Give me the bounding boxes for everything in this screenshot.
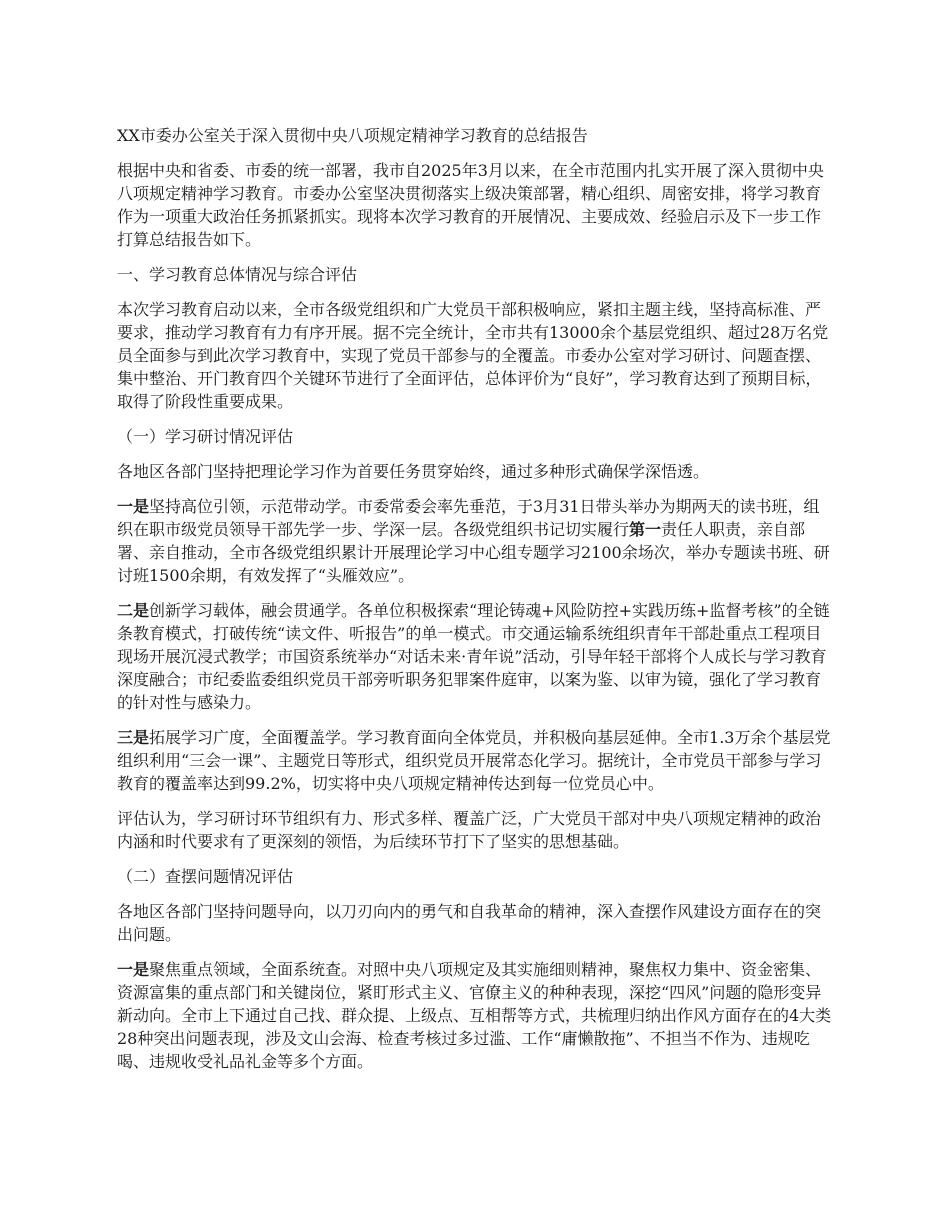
subsection1-conclusion: 评估认为，学习研讨环节组织有力、形式多样、覆盖广泛，广大党员干部对中央八项规定精神的政治内涵和时代要求有了更深刻的领悟，为后续环节打下了坚实的思想基础。 bbox=[117, 809, 822, 851]
subsection1-item-1 bbox=[117, 495, 833, 587]
item-text: 创新学习载体，融会贯通学。各单位积极探索“理论铸魂+风险防控+实践历练+监督考核”的全链条教育模式，打破传统“读文件、听报告”的单一模式。市交通运输系统组织青年干部赴重点工程项目现场开展沉浸式教学；市国资系统举办“对话未来·青年说”活动，引导年轻干部将个人成长与学习教育深度融合；市纪委监委组织党员干部旁听职务犯罪案件庭审，以案为鉴、以审为镜，强化了学习教育的针对性与感染力。 bbox=[117, 601, 830, 712]
item-text: 聚焦重点领域，全面系统查。对照中央八项规定及其实施细则精神，聚焦权力集中、资金密集、资源富集的重点部门和关键岗位，紧盯形式主义、官僚主义的种种表现，深挖“四风”问题的隐形变异新动向。全市上下通过自己找、群众提、上级点、互相帮等方式，共梳理归纳出作风方面存在的4大类28种突出问题表现，涉及文山会海、检查考核过多过滥、工作“庸懒散拖”、不担当不作为、违规吃喝、违规收受礼品礼金等多个方面。 bbox=[117, 960, 832, 1071]
item-text-continued: 责任人职责，亲自部署、亲自推动，全市各级党组织累计开展理论学习中心组专题学习2100余场次，举办专题读书班、研讨班1500余期，有效发挥了“头雁效应”。 bbox=[117, 520, 830, 585]
item-lead: 二是 bbox=[117, 601, 150, 620]
subsection2-item-1 bbox=[117, 958, 833, 1073]
item-lead: 一是 bbox=[117, 960, 150, 979]
subsection1-intro: 各地区各部门坚持把理论学习作为首要任务贯穿始终，通过多种形式确保学深悟透。 bbox=[117, 462, 710, 481]
subsection1-item-2 bbox=[117, 599, 833, 714]
subsection2-intro: 各地区各部门坚持问题导向，以刀刃向内的勇气和自我革命的精神，深入查摆作风建设方面存在的突出问题。 bbox=[117, 902, 822, 944]
subsection1-item-3 bbox=[117, 726, 833, 795]
subsection-heading-1: （一）学习研讨情况评估 bbox=[117, 427, 294, 446]
item-text: 坚持高位引领，示范带动学。市委常委会率先垂范，于3月31日带头举办为期两天的读书班，组织在职市级党员领导干部先学一步、学深一层。各级党组织书记切实履行 bbox=[117, 497, 820, 539]
section1-body: 本次学习教育启动以来，全市各级党组织和广大党员干部积极响应，紧扣主题主线，坚持高标准、严要求，推动学习教育有力有序开展。据不完全统计，全市共有13000余个基层党组织、超过28万名党员全面参与到此次学习教育中，实现了党员干部参与的全覆盖。市委办公室对学习研讨、问题查摆、集中整治、开门教育四个关键环节进行了全面评估，总体评价为“良好”，学习教育达到了预期目标，取得了阶段性重要成果。 bbox=[117, 300, 829, 411]
item-lead: 三是 bbox=[117, 728, 150, 747]
document-title: XX市委办公室关于深入贯彻中央八项规定精神学习教育的总结报告 bbox=[117, 126, 588, 145]
item-lead: 一是 bbox=[117, 497, 150, 516]
subsection-heading-2: （二）查摆问题情况评估 bbox=[117, 867, 294, 886]
intro-paragraph: 根据中央和省委、市委的统一部署，我市自2025年3月以来，在全市范围内扎实开展了深入贯彻中央八项规定精神学习教育。市委办公室坚决贯彻落实上级决策部署，精心组织、周密安排，将学习教育作为一项重大政治任务抓紧抓实。现将本次学习教育的开展情况、主要成效、经验启示及下一步工作打算总结报告如下。 bbox=[117, 161, 824, 249]
item-text: 拓展学习广度，全面覆盖学。学习教育面向全体党员，并积极向基层延伸。全市1.3万余个基层党组织利用“三会一课”、主题党日等形式，组织党员开展常态化学习。据统计，全市党员干部参与学习教育的覆盖率达到99.2%，切实将中央八项规定精神传达到每一位党员心中。 bbox=[117, 728, 831, 793]
section-heading-1: 一、学习教育总体情况与综合评估 bbox=[117, 265, 358, 284]
item-bold-term: 第一 bbox=[629, 520, 662, 539]
